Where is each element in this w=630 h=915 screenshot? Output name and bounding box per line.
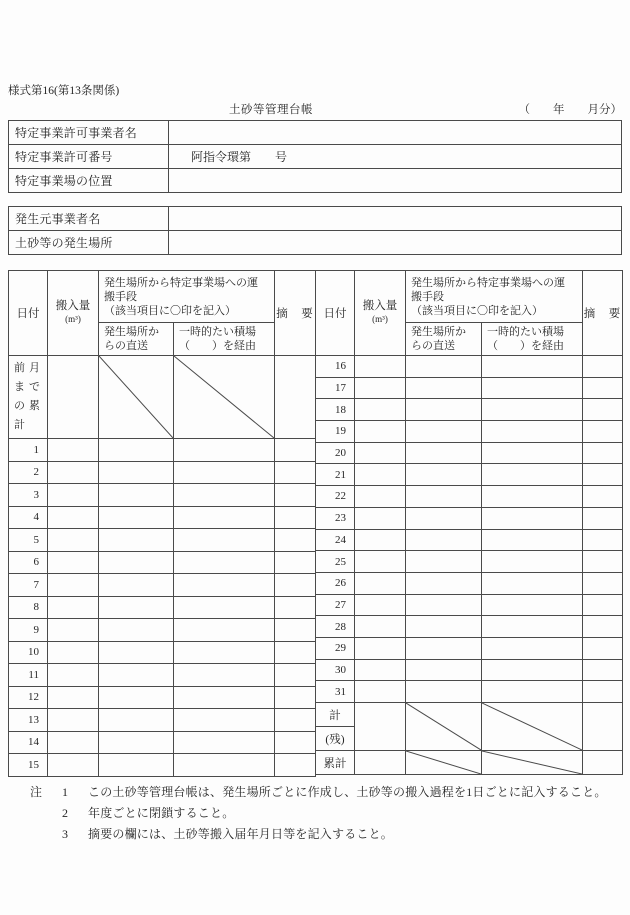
intake-cell <box>48 709 99 732</box>
via-cell <box>482 377 583 399</box>
intake-cell <box>48 574 99 597</box>
direct-cell <box>99 709 174 732</box>
ledger-day-row <box>316 616 623 638</box>
date-column-header: 日付 <box>9 271 48 356</box>
via-cell <box>174 754 275 777</box>
intake-cell <box>48 529 99 552</box>
day-number-cell: 2 <box>9 461 48 484</box>
day-number-cell: 15 <box>9 754 48 777</box>
intake-cell <box>48 754 99 777</box>
via-cell <box>482 529 583 551</box>
day-number-cell: 1 <box>9 439 48 462</box>
ledger-day-row <box>9 574 316 597</box>
direct-cell <box>406 616 482 638</box>
direct-cell <box>406 529 482 551</box>
via-cell <box>174 641 275 664</box>
transport-method-header: 発生場所から特定事業場への運 搬手段 （該当項目に〇印を記入） <box>406 271 583 323</box>
note-number: 2 <box>62 805 68 820</box>
direct-cell <box>406 421 482 443</box>
direct-cell <box>406 399 482 421</box>
permit-info-table <box>8 120 622 193</box>
site-location-value <box>169 169 622 193</box>
diagonal-slash <box>482 703 582 750</box>
ledger-day-row <box>316 421 623 443</box>
direct-column-header: 発生場所か らの直送 <box>99 323 174 356</box>
remarks-cell <box>583 377 623 399</box>
permit-operator-value <box>169 121 622 145</box>
direct-cell <box>406 659 482 681</box>
intake-cell <box>48 686 99 709</box>
intake-cell <box>355 681 406 703</box>
table-row <box>9 145 622 169</box>
via-cell <box>482 399 583 421</box>
via-cell <box>482 356 583 378</box>
ledger-day-row <box>316 356 623 378</box>
day-number-cell: 5 <box>9 529 48 552</box>
remarks-cell <box>583 751 623 775</box>
intake-cell <box>355 377 406 399</box>
origin-info-table <box>8 206 622 255</box>
intake-cell <box>48 484 99 507</box>
remarks-cell <box>583 442 623 464</box>
intake-cell <box>355 464 406 486</box>
note-prefix: 注 <box>30 784 43 799</box>
direct-cell <box>406 637 482 659</box>
day-number-cell: 16 <box>316 356 355 378</box>
ledger-day-row <box>9 754 316 777</box>
via-cell <box>482 637 583 659</box>
via-cell <box>482 681 583 703</box>
table-row <box>9 121 622 145</box>
day-number-cell: 21 <box>316 464 355 486</box>
remarks-cell <box>275 754 316 777</box>
direct-cell <box>99 619 174 642</box>
origin-place-label: 土砂等の発生場所 <box>9 231 169 255</box>
ledger-day-row <box>316 572 623 594</box>
intake-cell <box>48 619 99 642</box>
intake-cell <box>48 596 99 619</box>
remarks-cell <box>583 507 623 529</box>
direct-cell <box>99 664 174 687</box>
via-cell <box>482 507 583 529</box>
remarks-column-header: 摘 要 <box>583 271 623 356</box>
day-number-cell: 31 <box>316 681 355 703</box>
day-number-cell: 8 <box>9 596 48 619</box>
notes-section <box>8 782 622 845</box>
via-cell <box>174 439 275 462</box>
day-number-cell: 12 <box>9 686 48 709</box>
via-cell <box>482 551 583 573</box>
left-day-rows <box>9 439 316 777</box>
day-number-cell: 24 <box>316 529 355 551</box>
via-cell <box>174 731 275 754</box>
remarks-cell <box>275 439 316 462</box>
remainder-label: (残) <box>316 727 355 751</box>
intake-cell <box>48 731 99 754</box>
ledger-section <box>8 270 622 777</box>
ledger-day-row <box>316 464 623 486</box>
ledger-day-row <box>9 506 316 529</box>
intake-cell <box>355 507 406 529</box>
via-cell <box>174 619 275 642</box>
ledger-day-row <box>316 681 623 703</box>
note-number: 3 <box>62 826 68 841</box>
via-cell <box>482 442 583 464</box>
day-number-cell: 3 <box>9 484 48 507</box>
table-row <box>9 231 622 255</box>
remarks-cell <box>275 529 316 552</box>
via-cell-crossed-out <box>482 751 583 775</box>
intake-cell <box>355 703 406 751</box>
direct-cell <box>99 731 174 754</box>
note-text: 年度ごとに閉鎖すること。 <box>88 805 235 820</box>
direct-cell <box>99 596 174 619</box>
remarks-cell <box>275 506 316 529</box>
via-cell <box>174 664 275 687</box>
direct-cell <box>99 686 174 709</box>
intake-cell <box>355 751 406 775</box>
direct-cell <box>406 551 482 573</box>
day-number-cell: 29 <box>316 637 355 659</box>
remarks-cell <box>275 596 316 619</box>
origin-operator-value <box>169 207 622 231</box>
direct-cell-crossed-out <box>99 356 174 439</box>
direct-cell <box>99 641 174 664</box>
remarks-cell <box>583 551 623 573</box>
via-cell <box>482 486 583 508</box>
diagonal-slash <box>99 356 173 438</box>
ledger-day-row <box>9 461 316 484</box>
intake-cell <box>48 356 99 439</box>
via-cell <box>482 464 583 486</box>
ledger-day-row <box>316 486 623 508</box>
note-text: この土砂等管理台帳は、発生場所ごとに作成し、土砂等の搬入過程を1日ごとに記入すること。 <box>88 784 607 799</box>
intake-cell <box>48 551 99 574</box>
intake-unit: (m³) <box>372 314 388 324</box>
remarks-column-header: 摘 要 <box>275 271 316 356</box>
remarks-cell <box>275 461 316 484</box>
remarks-cell <box>275 664 316 687</box>
direct-column-header: 発生場所か らの直送 <box>406 323 482 356</box>
title-row <box>8 101 622 118</box>
ledger-day-row <box>316 551 623 573</box>
ledger-day-row <box>316 529 623 551</box>
day-number-cell: 6 <box>9 551 48 574</box>
remarks-cell <box>583 594 623 616</box>
intake-label: 搬入量 <box>55 300 91 312</box>
direct-cell <box>406 486 482 508</box>
intake-column-header <box>48 271 99 356</box>
intake-label: 搬入量 <box>362 300 398 312</box>
ledger-day-row <box>9 529 316 552</box>
remarks-cell <box>583 486 623 508</box>
via-cell <box>482 572 583 594</box>
day-number-cell: 14 <box>9 731 48 754</box>
remarks-cell <box>583 572 623 594</box>
ledger-day-row <box>316 442 623 464</box>
remarks-cell <box>583 464 623 486</box>
intake-cell <box>48 664 99 687</box>
via-cell <box>174 574 275 597</box>
ledger-day-row <box>9 619 316 642</box>
ledger-table-left <box>8 270 316 777</box>
direct-cell <box>99 574 174 597</box>
ledger-day-row <box>316 637 623 659</box>
direct-cell <box>99 506 174 529</box>
intake-cell <box>355 399 406 421</box>
note-line <box>30 782 622 803</box>
intake-cell <box>355 637 406 659</box>
note-prefix <box>30 824 62 845</box>
prev-month-cumulative-label: 前月までの累計 <box>9 356 48 439</box>
period-label: （ 年 月分） <box>518 104 622 116</box>
remarks-cell <box>583 616 623 638</box>
ledger-day-row <box>9 664 316 687</box>
via-cell-crossed-out <box>174 356 275 439</box>
note-prefix <box>30 803 62 824</box>
site-location-label: 特定事業場の位置 <box>9 169 169 193</box>
direct-cell <box>406 464 482 486</box>
via-cell <box>482 594 583 616</box>
month-total-label: 計 <box>316 703 355 727</box>
day-number-cell: 27 <box>316 594 355 616</box>
document-title: 土砂等管理台帳 <box>229 104 313 116</box>
day-number-cell: 10 <box>9 641 48 664</box>
intake-cell <box>355 356 406 378</box>
direct-cell <box>99 754 174 777</box>
day-number-cell: 7 <box>9 574 48 597</box>
day-number-cell: 23 <box>316 507 355 529</box>
via-cell <box>174 551 275 574</box>
remarks-cell <box>583 399 623 421</box>
via-cell <box>482 421 583 443</box>
direct-cell-crossed-out <box>406 703 482 751</box>
via-stockpile-column-header: 一時的たい積場 （ ）を経由 <box>174 323 275 356</box>
transport-method-header: 発生場所から特定事業場への運 搬手段 （該当項目に〇印を記入） <box>99 271 275 323</box>
day-number-cell: 4 <box>9 506 48 529</box>
remarks-cell <box>275 731 316 754</box>
remarks-cell <box>275 619 316 642</box>
via-cell <box>174 484 275 507</box>
remarks-cell <box>275 356 316 439</box>
via-cell <box>174 529 275 552</box>
intake-cell <box>48 506 99 529</box>
origin-place-value <box>169 231 622 255</box>
day-number-cell: 30 <box>316 659 355 681</box>
remarks-cell <box>275 551 316 574</box>
ledger-table-right <box>315 270 623 775</box>
day-number-cell: 17 <box>316 377 355 399</box>
remarks-cell <box>275 641 316 664</box>
direct-cell <box>99 551 174 574</box>
right-day-rows <box>316 356 623 703</box>
intake-cell <box>48 439 99 462</box>
month-total-row <box>316 703 623 727</box>
remarks-cell <box>583 681 623 703</box>
ledger-day-row <box>9 709 316 732</box>
direct-cell <box>99 461 174 484</box>
diagonal-slash <box>406 703 481 750</box>
direct-cell <box>99 484 174 507</box>
direct-cell <box>406 377 482 399</box>
remarks-cell <box>583 703 623 751</box>
diagonal-slash <box>406 751 481 774</box>
direct-cell <box>406 356 482 378</box>
note-line <box>30 824 622 845</box>
note-text: 摘要の欄には、土砂等搬入届年月日等を記入すること。 <box>88 826 394 841</box>
intake-cell <box>355 594 406 616</box>
direct-cell <box>99 439 174 462</box>
direct-cell <box>406 442 482 464</box>
permit-number-value: 阿指令環第 号 <box>169 145 622 169</box>
date-column-header: 日付 <box>316 271 355 356</box>
day-number-cell: 20 <box>316 442 355 464</box>
via-stockpile-column-header: 一時的たい積場 （ ）を経由 <box>482 323 583 356</box>
day-number-cell: 19 <box>316 421 355 443</box>
remarks-cell <box>275 709 316 732</box>
prev-month-cumulative-row <box>9 356 316 439</box>
direct-cell <box>406 572 482 594</box>
origin-operator-label: 発生元事業者名 <box>9 207 169 231</box>
day-number-cell: 25 <box>316 551 355 573</box>
form-number: 様式第16(第13条関係) <box>8 85 120 97</box>
day-number-cell: 28 <box>316 616 355 638</box>
intake-cell <box>355 572 406 594</box>
table-row <box>9 207 622 231</box>
via-cell <box>174 596 275 619</box>
intake-cell <box>48 641 99 664</box>
via-cell <box>174 506 275 529</box>
direct-cell <box>406 594 482 616</box>
via-cell <box>174 686 275 709</box>
direct-cell <box>99 529 174 552</box>
day-number-cell: 26 <box>316 572 355 594</box>
remarks-cell <box>583 529 623 551</box>
remarks-cell <box>583 637 623 659</box>
intake-cell <box>355 616 406 638</box>
direct-cell <box>406 507 482 529</box>
permit-operator-label: 特定事業許可事業者名 <box>9 121 169 145</box>
via-cell <box>482 659 583 681</box>
ledger-day-row <box>316 399 623 421</box>
diagonal-slash <box>482 751 582 774</box>
ledger-day-row <box>9 484 316 507</box>
intake-cell <box>355 486 406 508</box>
intake-cell <box>48 461 99 484</box>
intake-column-header <box>355 271 406 356</box>
intake-cell <box>355 421 406 443</box>
ledger-day-row <box>9 439 316 462</box>
ledger-day-row <box>316 377 623 399</box>
permit-number-label: 特定事業許可番号 <box>9 145 169 169</box>
remarks-cell <box>275 574 316 597</box>
ledger-day-row <box>316 507 623 529</box>
day-number-cell: 11 <box>9 664 48 687</box>
day-number-cell: 9 <box>9 619 48 642</box>
via-cell <box>174 709 275 732</box>
intake-unit: (m³) <box>65 314 81 324</box>
via-cell <box>174 461 275 484</box>
remarks-cell <box>275 686 316 709</box>
remarks-cell <box>583 356 623 378</box>
ledger-day-row <box>316 594 623 616</box>
ledger-day-row <box>9 731 316 754</box>
remarks-cell <box>275 484 316 507</box>
via-cell <box>482 616 583 638</box>
day-number-cell: 18 <box>316 399 355 421</box>
via-cell-crossed-out <box>482 703 583 751</box>
day-number-cell: 13 <box>9 709 48 732</box>
remarks-cell <box>583 659 623 681</box>
cumulative-total-row <box>316 751 623 775</box>
table-row <box>9 169 622 193</box>
ledger-day-row <box>9 641 316 664</box>
ledger-day-row <box>9 596 316 619</box>
remarks-cell <box>583 421 623 443</box>
note-number: 1 <box>62 784 68 799</box>
intake-cell <box>355 551 406 573</box>
diagonal-slash <box>174 356 274 438</box>
intake-cell <box>355 529 406 551</box>
intake-cell <box>355 659 406 681</box>
ledger-day-row <box>9 551 316 574</box>
ledger-day-row <box>316 659 623 681</box>
direct-cell <box>406 681 482 703</box>
note-line <box>30 803 622 824</box>
day-number-cell: 22 <box>316 486 355 508</box>
direct-cell-crossed-out <box>406 751 482 775</box>
ledger-day-row <box>9 686 316 709</box>
intake-cell <box>355 442 406 464</box>
cumulative-total-label: 累計 <box>316 751 355 775</box>
